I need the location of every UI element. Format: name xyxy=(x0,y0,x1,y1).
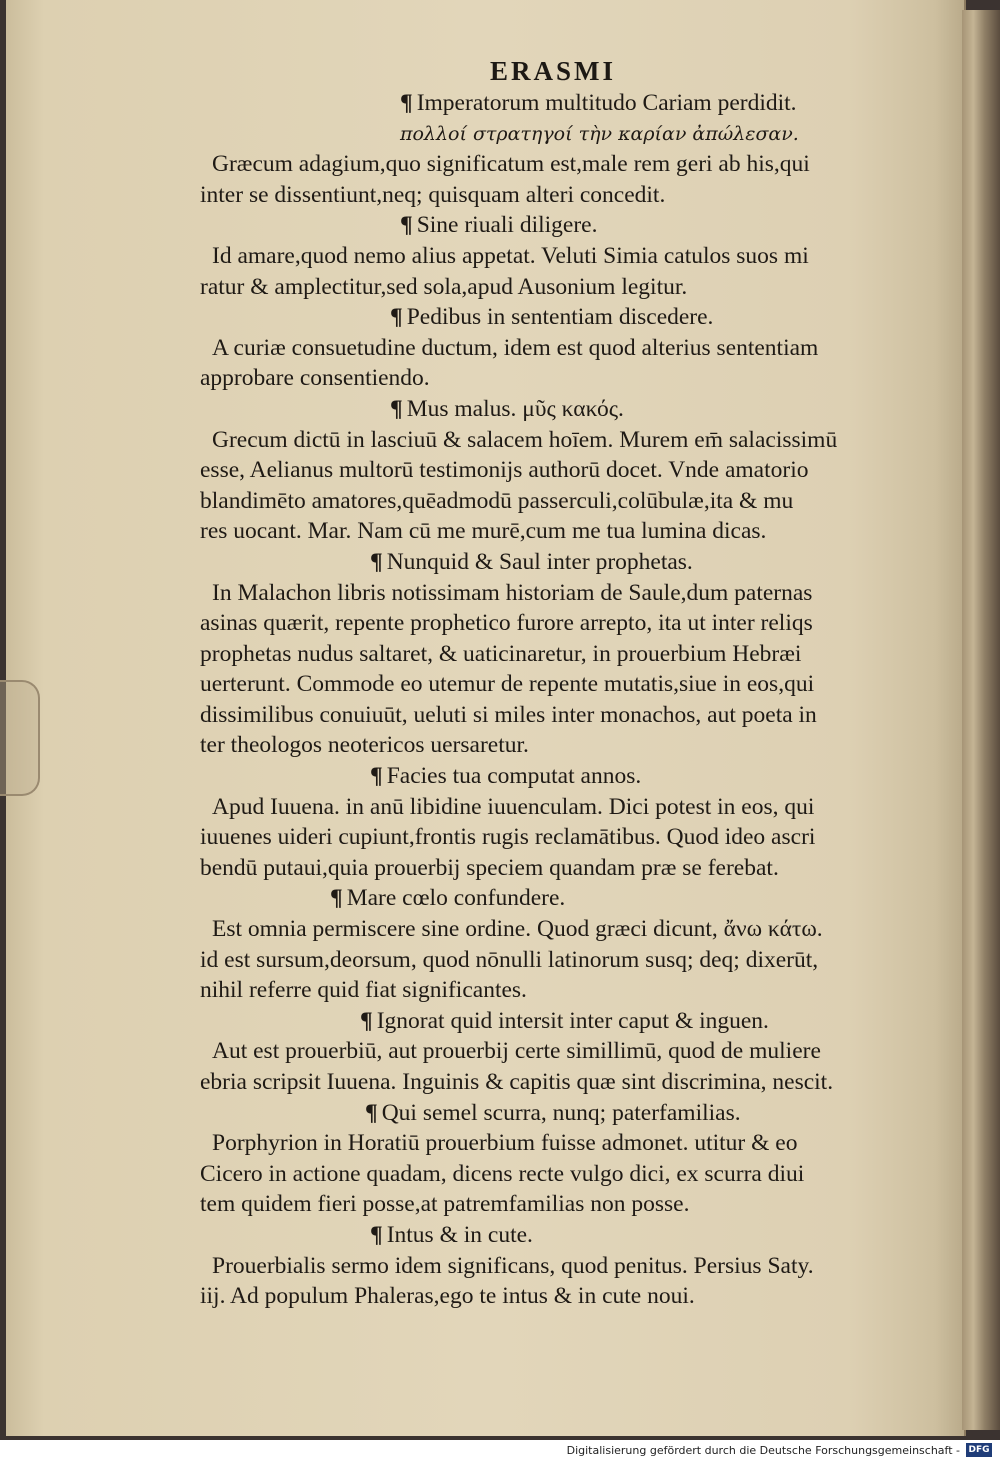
dfg-logo: DFG xyxy=(966,1443,992,1457)
page-edge xyxy=(962,10,1000,1430)
body-line: res uocant. Mar. Nam cū me murē,cum me tua lumina dicas. xyxy=(200,518,767,545)
body-line: blandimēto amatores,quēadmodū passerculi,colūbulæ,ita & mu xyxy=(200,487,794,514)
heading-text: Sine riuali diligere. xyxy=(416,212,598,239)
heading-text: Intus & in cute. xyxy=(386,1221,533,1248)
body-line: inter se dissentiunt,neq; quisquam alteri concedit. xyxy=(200,181,666,208)
entry-heading xyxy=(200,210,945,241)
page-clip xyxy=(0,680,40,796)
heading-text: Mare cœlo confundere. xyxy=(346,885,566,912)
body-line: Id amare,quod nemo alius appetat. Veluti Simia catulos suos mi xyxy=(212,242,809,269)
body-line: Cicero in actione quadam, dicens recte vulgo dici, ex scurra diui xyxy=(200,1160,805,1187)
body-line: dissimilibus conuiuūt, ueluti si miles inter monachos, aut poeta in xyxy=(200,701,817,728)
heading-text: Imperatorum multitudo Cariam perdidit. xyxy=(416,90,797,116)
running-head: ERASMI xyxy=(490,56,617,86)
body-line: asinas quærit, repente prophetico furore arrepto, ita ut inter reliqs xyxy=(200,610,813,637)
body-line: In Malachon libris notissimam historiam de Saule,dum paternas xyxy=(212,579,813,606)
body-line: iij. Ad populum Phaleras,ego te intus & in cute noui. xyxy=(200,1283,695,1310)
heading-text: Qui semel scurra, nunq; paterfamilias. xyxy=(381,1099,741,1126)
pilcrow-icon: ¶ xyxy=(370,1221,383,1248)
entry-heading xyxy=(200,547,945,578)
pilcrow-icon: ¶ xyxy=(360,1007,373,1034)
pilcrow-icon: ¶ xyxy=(390,304,403,331)
pilcrow-icon: ¶ xyxy=(390,395,403,422)
body-line: ebria scripsit Iuuena. Inguinis & capitis quæ sint discrimina, nescit. xyxy=(200,1069,834,1095)
entry-heading xyxy=(200,88,945,119)
entry-heading xyxy=(200,1098,945,1129)
pilcrow-icon: ¶ xyxy=(400,90,413,116)
heading-text: Ignorat quid intersit inter caput & inguen. xyxy=(376,1007,769,1034)
footer-credit: Digitalisierung gefördert durch die Deutsche Forschungsgemeinschaft - xyxy=(566,1444,960,1457)
body-line: bendū putaui,quia prouerbij speciem quandam præ se ferebat. xyxy=(200,854,779,881)
pilcrow-icon: ¶ xyxy=(370,763,383,790)
entry-heading xyxy=(200,761,945,792)
body-line: prophetas nudus saltaret, & uaticinaretur, in prouerbium Hebræi xyxy=(200,640,802,667)
body-line: Est omnia permiscere sine ordine. Quod græci dicunt, ἄνω κάτω. xyxy=(212,916,823,943)
pilcrow-icon: ¶ xyxy=(365,1099,378,1126)
body-line: Græcum adagium,quo significatum est,male rem geri ab his,qui xyxy=(212,151,810,178)
body-line: A curiæ consuetudine ductum, idem est quod alterius sententiam xyxy=(212,334,819,361)
body-line: approbare consentiendo. xyxy=(200,365,430,392)
body-line: ter theologos neotericos uersaretur. xyxy=(200,732,529,759)
body-line: uerterunt. Commode eo utemur de repente mutatis,siue in eos,qui xyxy=(200,671,815,698)
body-line: ratur & amplectitur,sed sola,apud Ausonium legitur. xyxy=(200,273,688,300)
greek-line: πολλοί στρατηγοί τὴν καρίαν ἀπώλεσαν. xyxy=(400,122,799,145)
entry-heading xyxy=(200,1220,945,1251)
heading-text: Mus malus. μῦς κακός. xyxy=(406,395,624,422)
body-line: id est sursum,deorsum, quod nōnulli latinorum susq; deq; dixerūt, xyxy=(200,946,819,973)
pilcrow-icon: ¶ xyxy=(400,212,413,239)
body-line: Grecum dictū in lasciuū & salacem hoīem. Murem em̄ salacissimū xyxy=(212,426,838,453)
body-line: esse, Aelianus multorū testimonijs authorū docet. Vnde amatorio xyxy=(200,457,809,484)
page-text xyxy=(200,88,945,1312)
heading-text: Facies tua computat annos. xyxy=(386,763,642,790)
pilcrow-icon: ¶ xyxy=(330,885,343,912)
heading-text: Pedibus in sententiam discedere. xyxy=(406,304,714,331)
body-line: tem quidem fieri posse,at patremfamilias non posse. xyxy=(200,1191,690,1218)
entry-heading xyxy=(200,394,945,425)
entry-heading xyxy=(200,883,945,914)
entry-heading xyxy=(200,302,945,333)
body-line: Apud Iuuena. in anū libidine iuuenculam. Dici potest in eos, qui xyxy=(212,793,815,820)
entry-heading xyxy=(200,1006,945,1037)
body-line: nihil referre quid fiat significantes. xyxy=(200,977,527,1004)
heading-text: Nunquid & Saul inter prophetas. xyxy=(386,548,693,575)
body-line: Porphyrion in Horatiū prouerbium fuisse admonet. utitur & eo xyxy=(212,1130,798,1157)
body-line: Aut est prouerbiū, aut prouerbij certe simillimū, quod de muliere xyxy=(212,1038,821,1065)
body-line: Prouerbialis sermo idem significans, quod penitus. Persius Saty. xyxy=(212,1252,814,1279)
body-line: iuuenes uideri cupiunt,frontis rugis reclamātibus. Quod ideo ascri xyxy=(200,824,816,851)
pilcrow-icon: ¶ xyxy=(370,548,383,575)
